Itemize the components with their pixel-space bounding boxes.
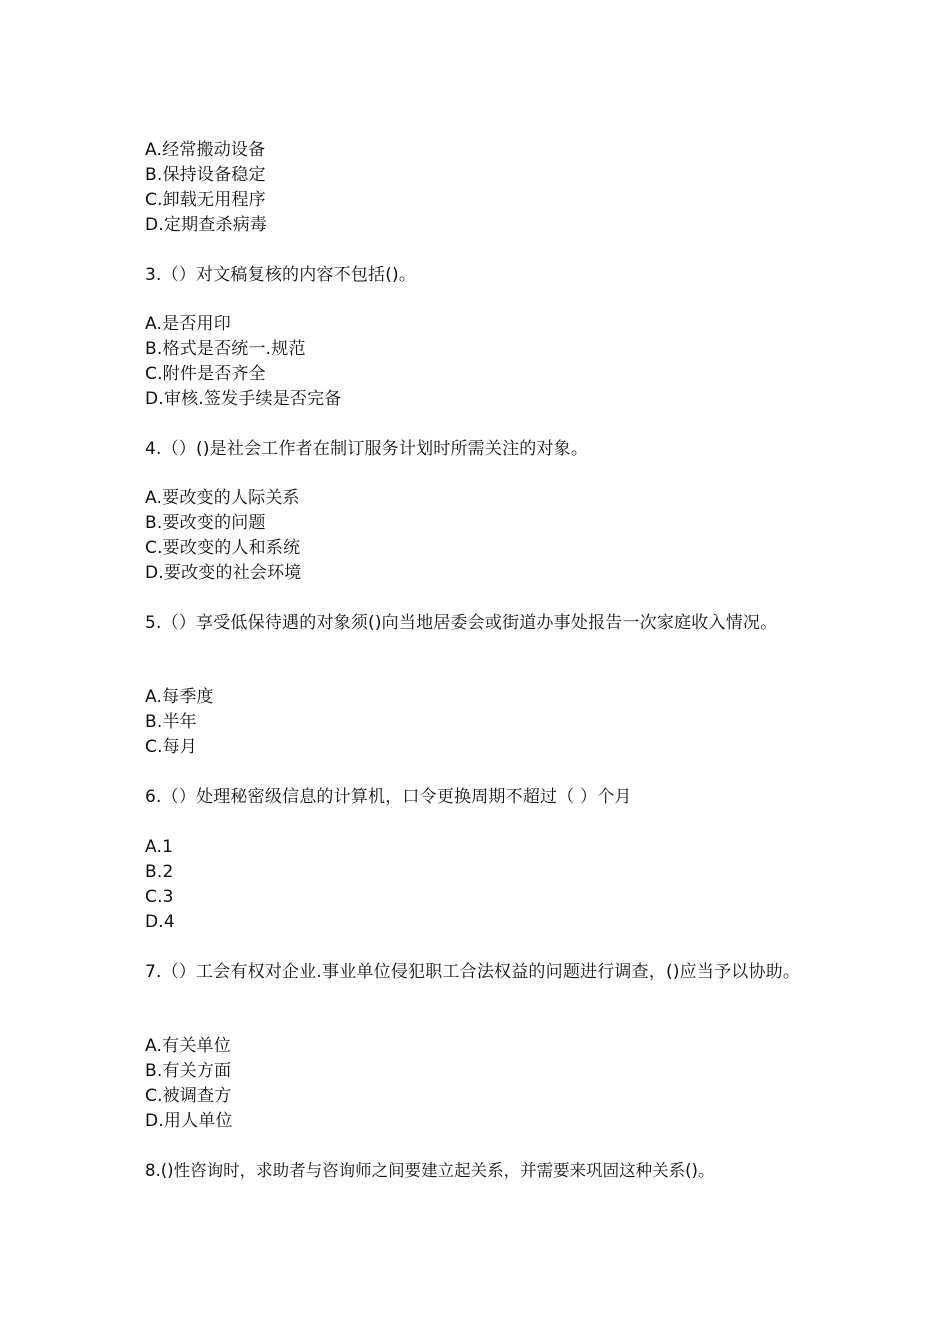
option-b: B.保持设备稳定 xyxy=(145,165,266,185)
option-b: B.格式是否统一.规范 xyxy=(145,339,306,359)
option-a: A.有关单位 xyxy=(145,1036,231,1056)
option-a: A.1 xyxy=(145,837,174,857)
question-stem: 6.（）处理秘密级信息的计算机，口令更换周期不超过（ ）个月 xyxy=(145,787,632,807)
option-a: A.是否用印 xyxy=(145,314,231,334)
option-a: A.经常搬动设备 xyxy=(145,140,266,160)
option-b: B.半年 xyxy=(145,712,197,732)
option-d: D.审核.签发手续是否完备 xyxy=(145,389,342,409)
question-stem: 5.（）享受低保待遇的对象须()向当地居委会或街道办事处报告一次家庭收入情况。 xyxy=(145,613,778,633)
option-a: A.要改变的人际关系 xyxy=(145,488,300,508)
option-c: C.3 xyxy=(145,887,174,907)
option-c: C.要改变的人和系统 xyxy=(145,538,301,558)
option-c: C.卸载无用程序 xyxy=(145,190,266,210)
option-a: A.每季度 xyxy=(145,687,214,707)
option-c: C.附件是否齐全 xyxy=(145,364,266,384)
option-d: D.定期查杀病毒 xyxy=(145,215,268,235)
option-d: D.用人单位 xyxy=(145,1111,233,1131)
option-b: B.2 xyxy=(145,862,174,882)
option-b: B.有关方面 xyxy=(145,1061,232,1081)
question-stem: 3.（）对文稿复核的内容不包括()。 xyxy=(145,265,417,285)
option-d: D.要改变的社会环境 xyxy=(145,563,302,583)
option-d: D.4 xyxy=(145,912,175,932)
option-c: C.被调查方 xyxy=(145,1086,232,1106)
option-c: C.每月 xyxy=(145,737,198,757)
question-stem: 8.()性咨询时，求助者与咨询师之间要建立起关系，并需要来巩固这种关系()。 xyxy=(145,1161,715,1180)
option-b: B.要改变的问题 xyxy=(145,513,266,533)
question-stem: 4.（）()是社会工作者在制订服务计划时所需关注的对象。 xyxy=(145,439,589,459)
question-stem: 7.（）工会有权对企业.事业单位侵犯职工合法权益的问题进行调查，()应当予以协助。 xyxy=(145,962,801,982)
